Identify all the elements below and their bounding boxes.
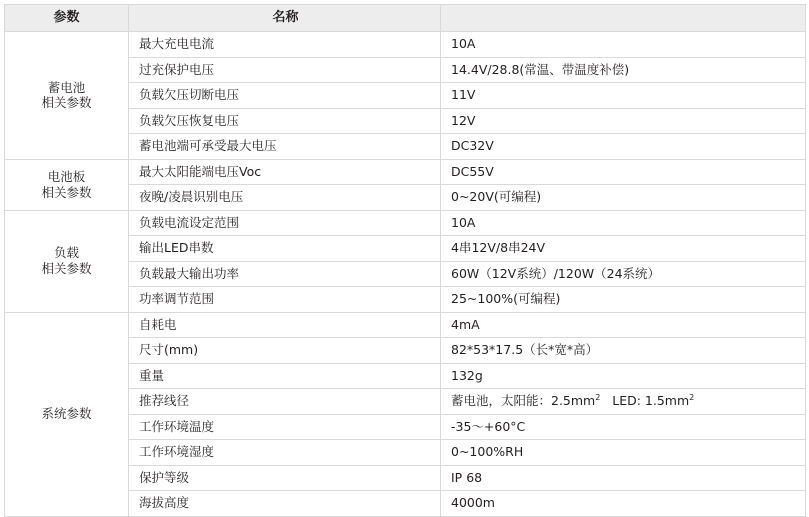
parameter-value: DC55V — [441, 159, 806, 185]
group-label-solar-panel — [5, 159, 129, 210]
parameter-name: 蓄电池端可承受最大电压 — [129, 134, 441, 160]
parameter-value: 12V — [441, 108, 806, 134]
parameter-value: 0~20V(可编程) — [441, 185, 806, 211]
table-row — [5, 312, 806, 338]
wire-gauge-led-label: LED: 1.5mm — [612, 393, 690, 409]
parameter-name: 工作环境温度 — [129, 414, 441, 440]
parameter-name: 功率调节范围 — [129, 287, 441, 313]
table-header-row — [5, 5, 806, 32]
wire-gauge-battery-label: 蓄电池，太阳能：2.5mm — [451, 393, 596, 409]
table-body — [5, 32, 806, 517]
parameter-value: DC32V — [441, 134, 806, 160]
group-label-battery — [5, 32, 129, 160]
group-label-line1: 蓄电池 — [47, 79, 86, 95]
parameter-name: 负载电流设定范围 — [129, 210, 441, 236]
table-row — [5, 32, 806, 58]
parameter-value: 11V — [441, 83, 806, 109]
parameter-value: 0~100%RH — [441, 440, 806, 466]
parameter-value: 10A — [441, 210, 806, 236]
table-row — [5, 159, 806, 185]
parameter-name: 最大充电电流 — [129, 32, 441, 58]
parameter-value: 4串12V/8串24V — [441, 236, 806, 262]
group-label-line1: 负载 — [53, 245, 79, 261]
parameter-value: 25~100%(可编程) — [441, 287, 806, 313]
parameter-name: 负载欠压切断电压 — [129, 83, 441, 109]
parameter-name: 负载最大输出功率 — [129, 261, 441, 287]
group-label-line2: 相关参数 — [41, 184, 92, 200]
column-header-value — [441, 5, 806, 32]
group-label-line2: 相关参数 — [41, 261, 92, 276]
group-label-load — [5, 210, 129, 312]
parameter-value: -35～+60°C — [441, 414, 806, 440]
parameter-name: 工作环境湿度 — [129, 440, 441, 466]
column-header-parameter: 名称 — [129, 5, 441, 32]
parameter-name: 夜晚/凌晨识别电压 — [129, 185, 441, 211]
parameter-value-wire-gauge — [441, 389, 806, 415]
table-header — [5, 5, 806, 32]
group-label-line2: 相关参数 — [41, 95, 92, 111]
parameter-name: 输出LED串数 — [129, 236, 441, 262]
parameter-value: 4mA — [441, 312, 806, 338]
parameter-name: 负载欠压恢复电压 — [129, 108, 441, 134]
column-header-group: 参数 — [5, 5, 129, 32]
parameter-name: 海拔高度 — [129, 491, 441, 517]
parameter-value: 4000m — [441, 491, 806, 517]
parameter-value: 132g — [441, 363, 806, 389]
wire-gauge-battery-sup: 2 — [595, 393, 601, 403]
table-row — [5, 210, 806, 236]
wire-gauge-led-sup: 2 — [689, 393, 695, 403]
parameter-value: 14.4V/28.8(常温、带温度补偿) — [441, 57, 806, 83]
group-label-line1: 电池板 — [47, 168, 86, 184]
parameter-name: 过充保护电压 — [129, 57, 441, 83]
parameter-value: 60W（12V系统）/120W（24系统） — [441, 261, 806, 287]
parameter-value: 82*53*17.5（长*宽*高） — [441, 338, 806, 364]
parameter-name: 自耗电 — [129, 312, 441, 338]
specification-table — [4, 4, 806, 517]
group-label-system: 系统参数 — [5, 312, 129, 516]
parameter-value: 10A — [441, 32, 806, 58]
parameter-name: 重量 — [129, 363, 441, 389]
parameter-value: IP 68 — [441, 465, 806, 491]
parameter-name: 最大太阳能端电压Voc — [129, 159, 441, 185]
parameter-name: 尺寸(mm) — [129, 338, 441, 364]
parameter-name: 保护等级 — [129, 465, 441, 491]
parameter-name: 推荐线径 — [129, 389, 441, 415]
